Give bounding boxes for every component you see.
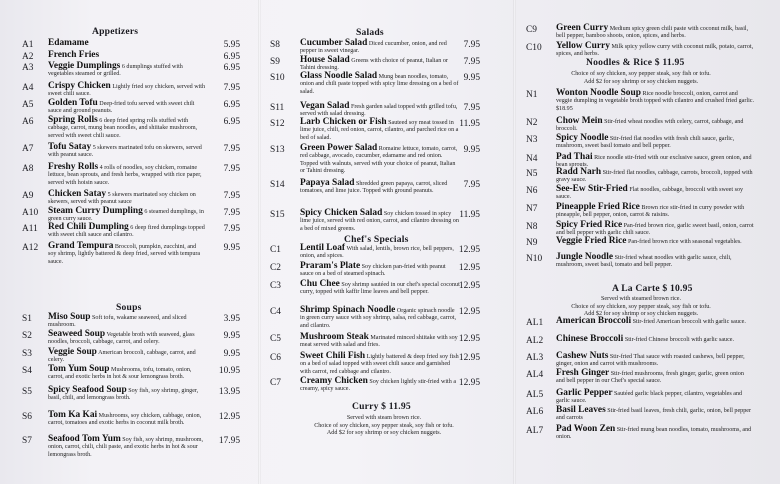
item-name: Green Curry	[556, 23, 609, 33]
item-price: 3.95	[223, 314, 240, 324]
item-description: Stir-fried flat noodles with fresh chili sauce, garlic, mushroom, sweet basil tomato and bell pepper.	[556, 136, 735, 150]
item-code: S3	[22, 349, 32, 359]
item-text	[300, 180, 460, 196]
item-code: S10	[270, 73, 285, 83]
item-text	[48, 331, 206, 347]
item-name: Glass Noodle Salad	[300, 71, 378, 81]
item-name: Veggie Soup	[48, 347, 97, 357]
item-price: 7.95	[223, 191, 240, 201]
item-text	[300, 40, 460, 56]
section-note: Served with steamed brown rice.	[600, 296, 682, 302]
section-note: Choice of soy chicken, soy pepper steak, soy fish or tofu.	[314, 422, 454, 429]
item-code: A3	[22, 63, 34, 73]
item-code: A5	[22, 100, 34, 110]
section-note: Served with steam brown rice.	[346, 415, 422, 421]
item-name: Yellow Curry	[556, 41, 610, 51]
section-note: Add $2 for soy shrimp or soy chicken nuggets.	[583, 311, 699, 318]
item-description: Lightly fried soy chicken, served with sweet chili sauce.	[48, 84, 206, 98]
item-price: 7.95	[463, 180, 480, 190]
item-price: 7.95	[223, 224, 240, 234]
item-name: Chu Chee	[300, 279, 340, 289]
section-title-curry: Curry $ 11.95	[352, 401, 411, 412]
item-text	[556, 169, 754, 185]
item-code: S5	[22, 387, 32, 397]
item-text	[48, 83, 206, 99]
item-price: 6.95	[223, 117, 240, 127]
item-price: 11.95	[459, 210, 480, 220]
item-name: Papaya Salad	[300, 178, 355, 188]
item-name: Spicy Seafood Soup	[48, 385, 127, 395]
item-code: AL3	[526, 353, 544, 363]
item-name: Praram's Plate	[300, 261, 361, 271]
item-code: AL2	[526, 336, 544, 346]
item-code: C6	[270, 353, 281, 363]
item-price: 12.95	[458, 245, 480, 255]
item-name: Cashew Nuts	[556, 351, 609, 361]
item-description: Mushrooms, soy chicken, cabbage, onion, carrot, tomatoes and exotic herbs in coconut milk broth.	[48, 413, 202, 427]
item-description: Lightly battered & deep fried soy fish on a bed of salad topped with sweet chili sauce and garnished with carrot, red cabbage and cilantro.	[300, 354, 459, 375]
item-description: Rice noodle stir-fried with our exclusive sauce, green onion, and bean sprouts.	[556, 155, 752, 169]
item-text	[556, 336, 754, 344]
item-description: Shredded green papaya, carrot, sliced tomatoes, and lime juice. Topped with ground peanuts.	[300, 181, 448, 195]
item-text	[556, 25, 754, 41]
item-code: N8	[526, 222, 538, 232]
item-code: N7	[526, 204, 538, 214]
item-text	[556, 426, 754, 442]
item-text	[48, 63, 206, 79]
item-name: Lentil Loaf	[300, 243, 346, 253]
item-code: A9	[22, 191, 34, 201]
item-text	[300, 353, 460, 376]
item-name: Pad Thai	[556, 152, 593, 162]
item-description: 6 deep fried spring rolls stuffed with cabbage, carrot, mung bean noodles, and shiitake mushroom, served with sweet chili sauce.	[48, 118, 198, 139]
item-name: Veggie Dumplings	[48, 61, 121, 71]
item-description: Soy fish, soy shrimp, mushroom, onion, carrot, chili, chili paste, and exotic herbs in hot & sour lemongrass broth.	[48, 437, 204, 458]
item-name: Chinese Broccoli	[556, 334, 624, 344]
item-code: A11	[22, 224, 38, 234]
item-code: S2	[22, 331, 32, 341]
section-title-appetizers: Appetizers	[92, 26, 139, 37]
item-price: 17.95	[218, 436, 240, 446]
column-noodles-alacarte	[526, 0, 756, 484]
item-description: Vegetable broth with seaweed, glass noodles, broccoli, cabbage, carrot, and celery.	[48, 332, 195, 346]
item-code: S8	[270, 40, 280, 50]
page-fold	[258, 0, 261, 484]
item-description: Stir-fried mushrooms, fresh ginger, garlic, green onion and bell pepper in our Chef's special sauce.	[556, 371, 744, 385]
item-name: Seaweed Soup	[48, 329, 106, 339]
item-description: Pan-fried brown rice with seasonal vegetables.	[628, 239, 742, 245]
item-code: C9	[526, 25, 537, 35]
item-name: Shrimp Spinach Noodle	[300, 305, 396, 315]
item-description: Mung bean noodles, tomato, onion and chili paste topped with spicy lime dressing on a bed of salad.	[300, 74, 459, 95]
item-text	[48, 243, 206, 266]
item-description: Milk spicy yellow curry with coconut milk, potato, carrot, spices, and herbs.	[556, 44, 754, 58]
item-name: Spicy Noodle	[556, 133, 609, 143]
item-text	[48, 349, 206, 365]
item-text	[300, 378, 460, 394]
item-name: Pad Woon Zen	[556, 424, 616, 434]
item-code: A8	[22, 164, 34, 174]
item-description: Soft tofu, wakame seaweed, and sliced mushroom.	[48, 315, 187, 329]
item-description: Marinated minced shiitake with soy meat served with salad and fries.	[300, 335, 458, 349]
item-text	[48, 100, 206, 116]
item-price: 6.95	[223, 100, 240, 110]
item-code: C2	[270, 263, 281, 273]
item-text	[48, 412, 206, 428]
item-description: With salad, lentils, brown rice, bell peppers, onion, and spices.	[300, 246, 454, 260]
item-name: Spicy Chicken Salad	[300, 208, 383, 218]
item-code: S1	[22, 314, 32, 324]
item-name: Garlic Pepper	[556, 388, 613, 398]
item-text	[300, 119, 460, 142]
item-text	[556, 118, 754, 134]
item-text	[300, 263, 460, 279]
item-code: N2	[526, 118, 538, 128]
item-code: C7	[270, 378, 281, 388]
item-price: 9.95	[223, 243, 240, 253]
item-name: Pineapple Fried Rice	[556, 202, 640, 212]
item-description: Soy chicken pan-fried with peanut sauce on a bed of steamed spinach.	[300, 264, 446, 278]
item-text	[48, 436, 206, 459]
column-appetizers-soups	[22, 0, 240, 484]
item-description: Flat noodles, cabbage, broccoli with sweet soy sauce.	[556, 187, 744, 201]
item-description: 5 skewers marinated soy chicken on skewers, served with peanut sauce	[48, 192, 196, 206]
item-description: Rice noodle broccoli, onion, carrot and veggie dumpling in vegetable broth topped with cilantro and crushed fried garlic. $18.95	[556, 91, 754, 112]
item-text	[48, 366, 206, 382]
item-name: Freshy Rolls	[48, 162, 99, 172]
item-text	[48, 314, 206, 330]
section-title-chefs-specials: Chef's Specials	[344, 234, 409, 245]
item-text	[300, 307, 460, 330]
item-name: Tom Yum Soup	[48, 364, 110, 374]
item-description: Soy shrimp sautéed in our chef's special coconut curry, topped with kaffir lime leaves and bell pepper.	[300, 282, 460, 296]
item-description: Sautéed garlic black pepper, cilantro, vegetables and garlic sauce.	[556, 391, 743, 405]
item-name: Jungle Noodle	[556, 252, 614, 262]
item-price: 12.95	[458, 263, 480, 273]
item-text	[300, 210, 460, 233]
item-text	[300, 245, 460, 261]
item-text	[300, 334, 460, 350]
item-name: Sweet Chili Fish	[300, 351, 366, 361]
item-code: S15	[270, 210, 285, 220]
item-code: AL1	[526, 318, 544, 328]
item-name: Crispy Chicken	[48, 81, 111, 91]
item-code: S9	[270, 57, 280, 67]
item-code: AL5	[526, 390, 544, 400]
item-description: Fresh garden salad topped with grilled tofu, served with salad dressing.	[300, 104, 458, 118]
item-price: 12.95	[458, 307, 480, 317]
item-text	[48, 387, 206, 403]
item-price: 12.95	[458, 353, 480, 363]
item-name: Tofu Satay	[48, 142, 92, 152]
item-description: Deep-fried tofu served with sweet chili sauce and ground peanuts.	[48, 101, 195, 115]
section-title-a-la-carte: A La Carte $ 10.95	[612, 283, 693, 294]
item-description: Organic spinach noodle in green curry sauce with soy shrimp, salsa, red cabbage, carrot, and cilantro.	[300, 308, 457, 329]
item-code: AL6	[526, 407, 544, 417]
item-price: 9.95	[463, 145, 480, 155]
item-description: Greens with choice of peanut, Italian or Tahini dressing.	[300, 58, 448, 72]
item-text	[300, 145, 460, 175]
item-name: Green Power Salad	[300, 143, 378, 153]
item-price: 13.95	[218, 387, 240, 397]
page-fold	[513, 0, 516, 484]
item-name: Spring Rolls	[48, 115, 98, 125]
item-code: N1	[526, 90, 538, 100]
item-text	[556, 204, 754, 220]
item-description: Stir-fried Thai sauce with roasted cashews, bell pepper, ginger, onion and carrot with mushrooms.	[556, 354, 745, 368]
item-description: Romaine lettuce, tomato, carrot, red cabbage, avocado, cucumber, edamame and red onion. Topped with walnuts, served with your choice of peanut, Italian or Tahini dressing.	[300, 146, 458, 175]
item-name: American Broccoli	[556, 316, 632, 326]
item-price: 9.95	[223, 331, 240, 341]
item-code: A4	[22, 83, 34, 93]
item-description: Medium spicy green chili paste with coconut milk, basil, bell pepper, bamboo shoots, onion, spices, and herbs.	[556, 26, 749, 40]
item-text	[48, 164, 206, 187]
item-code: A10	[22, 208, 39, 218]
item-code: N10	[526, 254, 543, 264]
item-text	[556, 90, 754, 113]
item-name: French Fries	[48, 50, 100, 60]
item-name: Veggie Fried Rice	[556, 236, 627, 246]
item-description: Stir-fried basil leaves, fresh chili, garlic, onion, bell pepper and carrots	[556, 408, 751, 422]
item-code: S4	[22, 366, 32, 376]
item-price: 7.95	[463, 57, 480, 67]
section-note: Add $2 for soy shrimp or soy chicken nuggets.	[583, 78, 699, 85]
item-description: Stir-fried mung bean noodles, tomato, mushrooms, and onion.	[556, 427, 752, 441]
item-description: Stir-fried wheat noodles with garlic sauce, chili, mushroom, sweet basil, tomato and bell pepper.	[556, 255, 732, 269]
item-name: Seafood Tom Yum	[48, 434, 121, 444]
item-price: 12.95	[458, 378, 480, 388]
item-name: Mushroom Steak	[300, 332, 369, 342]
item-code: C3	[270, 281, 281, 291]
item-description: Soy fish, soy shrimp, ginger, basil, chili, and lemongrass broth.	[48, 388, 199, 402]
item-price: 7.95	[223, 208, 240, 218]
item-description: Soy chicken lightly stir-fried with a creamy, spicy sauce.	[300, 379, 457, 393]
item-price: 6.95	[223, 52, 240, 62]
item-code: S11	[270, 103, 285, 113]
item-code: A2	[22, 52, 34, 62]
item-text	[300, 73, 460, 96]
item-name: Miso Soup	[48, 312, 91, 322]
item-name: Steam Curry Dumpling	[48, 206, 143, 216]
item-code: S6	[22, 412, 32, 422]
column-salads-chefs	[270, 0, 498, 484]
item-text	[556, 254, 754, 270]
item-name: Golden Tofu	[48, 98, 98, 108]
item-text	[48, 144, 206, 160]
item-price: 12.95	[218, 412, 240, 422]
item-code: N3	[526, 135, 538, 145]
item-code: AL4	[526, 370, 544, 380]
item-description: 6 dumplings stuffed with vegetables steamed or grilled.	[48, 64, 183, 78]
item-code: N9	[526, 238, 538, 248]
item-text	[556, 370, 754, 386]
item-text	[556, 318, 754, 326]
item-code: C5	[270, 334, 281, 344]
item-description: Soy chicken tossed in spicy lime juice, served with red onion, carrot, and cilantro dressing on a bed of mixed greens.	[300, 211, 459, 232]
item-name: Spicy Fried Rice	[556, 220, 623, 230]
item-name: Chow Mein	[556, 116, 603, 126]
item-code: S14	[270, 180, 285, 190]
item-text	[556, 353, 754, 369]
item-text	[556, 238, 754, 246]
item-description: 5 skewers marinated tofu on skewers, served with peanut sauce.	[48, 145, 202, 159]
item-text	[48, 117, 206, 140]
item-price: 5.95	[223, 40, 240, 50]
item-code: S12	[270, 119, 285, 129]
item-name: Grand Tempura	[48, 241, 114, 251]
item-code: A6	[22, 117, 34, 127]
item-code: N5	[526, 169, 538, 179]
section-note: Add $2 for soy shrimp or soy chicken nuggets.	[326, 430, 442, 437]
item-name: Tom Ka Kai	[48, 410, 98, 420]
item-price: 12.95	[458, 281, 480, 291]
item-code: S13	[270, 145, 285, 155]
item-text	[556, 407, 754, 423]
item-text	[48, 52, 206, 60]
item-name: Basil Leaves	[556, 405, 606, 415]
item-description: Mushrooms, tofu, tomato, onion, carrot, and exotic herbs in hot & sour lemongrass broth.	[48, 367, 192, 381]
item-description: Stir-fried flat noodles, cabbage, carrots, broccoli, topped with gravy sauce.	[556, 170, 753, 184]
section-note: Choice of soy chicken, soy pepper steak, soy fish or tofu.	[571, 71, 711, 77]
section-title-salads: Salads	[356, 27, 384, 38]
item-price: 7.95	[223, 144, 240, 154]
item-description: Pan-fried brown rice, garlic sweet basil, onion, carrot and bell pepper with garlic chili sauce.	[556, 223, 754, 237]
item-text	[556, 390, 754, 406]
item-code: A7	[22, 144, 34, 154]
item-description: Sauteed soy meat tossed in lime juice, chili, red onion, carrot, cilantro, and parched rice on a bed of salad.	[300, 120, 459, 141]
item-description: American broccoli, cabbage, carrot, and celery.	[48, 350, 196, 364]
item-code: S7	[22, 436, 32, 446]
item-code: C1	[270, 245, 281, 255]
item-description: Stir-fried Chinese broccoli with garlic sauce.	[624, 337, 735, 343]
item-price: 11.95	[459, 119, 480, 129]
item-price: 12.95	[458, 334, 480, 344]
item-name: Radd Narh	[556, 167, 602, 177]
item-price: 9.95	[463, 73, 480, 83]
item-description: Broccoli, pumpkin, zucchini, and soy shrimp, lightly battered & deep fried, served with tempura sauce.	[48, 244, 201, 265]
item-text	[48, 224, 206, 240]
item-code: N4	[526, 154, 538, 164]
item-description: Diced cucumber, onion, and red pepper in sweet vinegar.	[300, 41, 447, 55]
item-name: Creamy Chicken	[300, 376, 368, 386]
item-code: N6	[526, 186, 538, 196]
item-code: AL7	[526, 426, 544, 436]
item-description: Stir-fried wheat noodles with celery, carrot, cabbage, and broccoli.	[556, 119, 744, 133]
item-text	[556, 186, 754, 202]
item-price: 7.95	[463, 40, 480, 50]
item-price: 6.95	[223, 63, 240, 73]
item-price: 7.95	[223, 164, 240, 174]
item-name: Cucumber Salad	[300, 38, 368, 48]
section-title-soups: Soups	[116, 302, 142, 313]
item-name: See-Ew Stir-Fried	[556, 184, 628, 194]
section-note: Choice of soy chicken, soy pepper steak, soy fish or tofu.	[571, 303, 711, 310]
item-name: House Salad	[300, 55, 350, 65]
item-price: 7.95	[463, 103, 480, 113]
item-name: Vegan Salad	[300, 101, 350, 111]
item-description: 4 rolls of noodles, soy chicken, romaine lettuce, bean sprouts, and fresh herbs, wrapped with rice paper, served with hoisin sauce.	[48, 165, 202, 186]
item-name: Fresh Ginger	[556, 368, 610, 378]
item-text	[300, 281, 460, 297]
item-text	[556, 135, 754, 151]
item-name: Larb Chicken or Fish	[300, 117, 387, 127]
item-description: Brown rice stir-fried in curry powder with pineapple, bell pepper, onion, carrot & raisins.	[556, 205, 745, 219]
item-code: C4	[270, 307, 281, 317]
section-title-noodles-rice: Noodles & Rice $ 11.95	[586, 57, 685, 68]
item-code: A1	[22, 40, 34, 50]
item-price: 10.95	[218, 366, 240, 376]
item-description: 6 steamed dumplings, in green curry sauce.	[48, 209, 204, 223]
item-price: 9.95	[223, 349, 240, 359]
item-text	[48, 191, 206, 207]
item-description: 6 deep fired dumplings topped with sweet chili sauce and cilantro.	[48, 225, 205, 239]
item-name: Edamame	[48, 38, 89, 48]
item-text	[48, 40, 206, 48]
item-name: Red Chili Dumpling	[48, 222, 129, 232]
item-description: Stir-fried American broccoli with garlic sauce.	[632, 319, 746, 325]
item-name: Chicken Satay	[48, 189, 107, 199]
item-code: A12	[22, 243, 39, 253]
item-code: C10	[526, 43, 542, 53]
item-name: Wonton Noodle Soup	[556, 88, 641, 98]
item-price: 7.95	[223, 83, 240, 93]
